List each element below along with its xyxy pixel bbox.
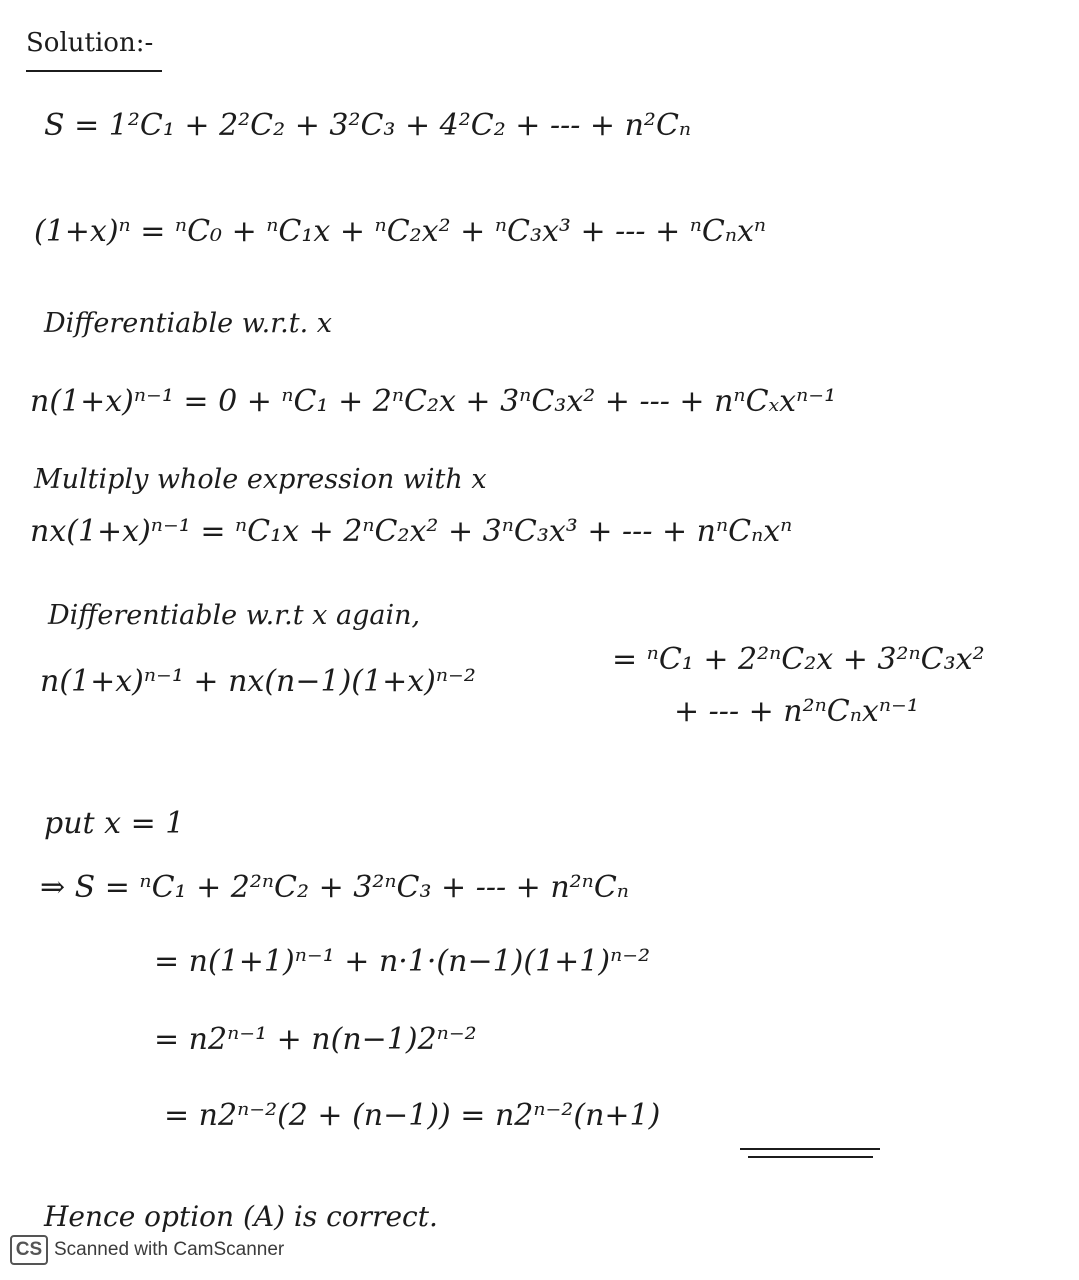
- camscanner-watermark: [10, 1234, 284, 1266]
- solution-heading: Solution:-: [26, 28, 154, 58]
- sum-definition: S = 1²C₁ + 2²C₂ + 3²C₃ + 4²C₂ + --- + n²Cₙ: [44, 108, 692, 143]
- differentiate-label-1: Differentiable w.r.t. x: [44, 308, 332, 339]
- second-derivative-rhs: = ⁿC₁ + 2²ⁿC₂x + 3²ⁿC₃x²: [612, 642, 985, 677]
- second-derivative-lhs: n(1+x)ⁿ⁻¹ + nx(n−1)(1+x)ⁿ⁻²: [40, 664, 476, 699]
- watermark-text: Scanned with CamScanner: [54, 1239, 285, 1260]
- camscanner-logo: CS: [10, 1235, 48, 1265]
- second-derivative-continuation: + --- + n²ⁿCₙxⁿ⁻¹: [674, 694, 919, 729]
- multiply-label: Multiply whole expression with x: [34, 464, 487, 495]
- result-step-1: ⇒ S = ⁿC₁ + 2²ⁿC₂ + 3²ⁿC₃ + --- + n²ⁿCₙ: [40, 870, 629, 905]
- heading-underline: [26, 70, 162, 72]
- binomial-expansion: (1+x)ⁿ = ⁿC₀ + ⁿC₁x + ⁿC₂x² + ⁿC₃x³ + --- + ⁿCₙxⁿ: [34, 214, 767, 249]
- result-step-2: = n(1+1)ⁿ⁻¹ + n·1·(n−1)(1+1)ⁿ⁻²: [154, 944, 651, 979]
- multiplied-equation: nx(1+x)ⁿ⁻¹ = ⁿC₁x + 2ⁿC₂x² + 3ⁿC₃x³ + --- + nⁿCₙxⁿ: [30, 514, 793, 549]
- conclusion-text: Hence option (A) is correct.: [44, 1200, 438, 1233]
- answer-underline: [740, 1148, 880, 1150]
- substitution-label: put x = 1: [44, 806, 185, 841]
- result-step-4: = n2ⁿ⁻²(2 + (n−1)) = n2ⁿ⁻²(n+1): [164, 1098, 661, 1133]
- result-step-3: = n2ⁿ⁻¹ + n(n−1)2ⁿ⁻²: [154, 1022, 477, 1057]
- first-derivative-equation: n(1+x)ⁿ⁻¹ = 0 + ⁿC₁ + 2ⁿC₂x + 3ⁿC₃x² + --- + nⁿCₓxⁿ⁻¹: [30, 384, 837, 419]
- answer-underline-second: [748, 1156, 873, 1158]
- differentiate-label-2: Differentiable w.r.t x again,: [48, 600, 421, 631]
